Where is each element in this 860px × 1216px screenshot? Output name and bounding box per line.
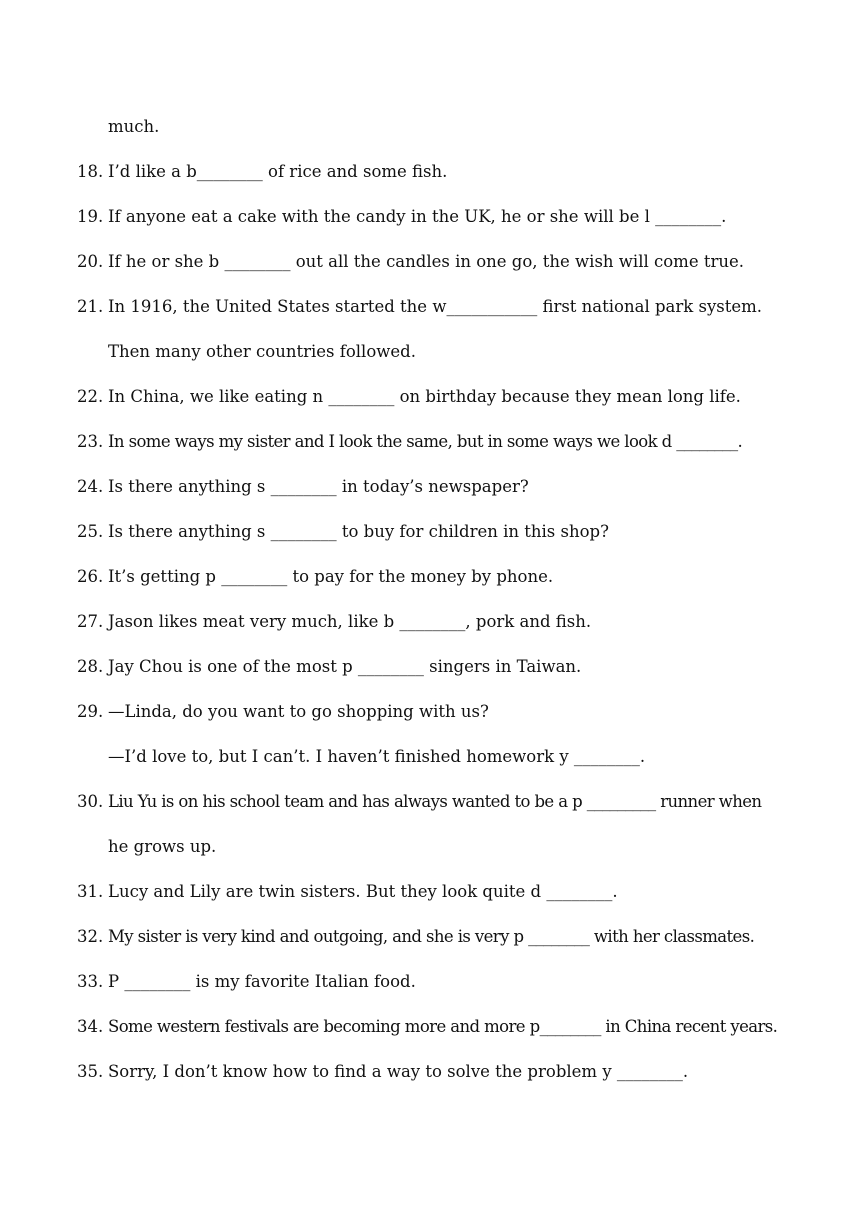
question-text: In 1916, the United States started the w___________ first national park system.: [108, 297, 763, 316]
question-line: [0, 788, 860, 833]
question-text: If anyone eat a cake with the candy in the UK, he or she will be l ________.: [108, 207, 727, 226]
question-text: Lucy and Lily are twin sisters. But they look quite d ________.: [108, 882, 618, 901]
question-line: [0, 878, 860, 923]
question-number: 26.: [77, 567, 104, 586]
question-number: 21.: [77, 297, 104, 316]
question-number: 29.: [77, 702, 104, 721]
question-line: [0, 473, 860, 518]
question-number: 27.: [77, 612, 104, 631]
question-text: In China, we like eating n ________ on birthday because they mean long life.: [108, 387, 741, 406]
question-text: P ________ is my favorite Italian food.: [108, 972, 416, 991]
question-text: Is there anything s ________ in today’s newspaper?: [108, 477, 529, 496]
question-text: If he or she b ________ out all the candles in one go, the wish will come true.: [108, 252, 744, 271]
question-text: much.: [108, 117, 160, 136]
question-continuation: [0, 833, 860, 878]
question-text: I’d like a b________ of rice and some fish.: [108, 162, 448, 181]
question-line: [0, 1013, 860, 1058]
question-text: In some ways my sister and I look the same, but in some ways we look d ________.: [108, 432, 743, 451]
question-number: 35.: [77, 1062, 104, 1081]
question-text: Sorry, I don’t know how to find a way to solve the problem y ________.: [108, 1062, 689, 1081]
question-text: Liu Yu is on his school team and has always wanted to be a p _________ runner when: [108, 792, 762, 811]
question-number: 32.: [77, 927, 104, 946]
question-number: 22.: [77, 387, 104, 406]
question-number: 25.: [77, 522, 104, 541]
question-number: 30.: [77, 792, 104, 811]
question-line: [0, 653, 860, 698]
question-line: [0, 563, 860, 608]
question-text: he grows up.: [108, 837, 217, 856]
question-line: [0, 428, 860, 473]
question-line: [0, 383, 860, 428]
question-text: My sister is very kind and outgoing, and she is very p ________ with her classmates.: [108, 927, 755, 946]
question-number: 34.: [77, 1017, 104, 1036]
question-line: [0, 203, 860, 248]
question-text: Jason likes meat very much, like b ________, pork and fish.: [108, 612, 592, 631]
question-number: 24.: [77, 477, 104, 496]
question-number: 19.: [77, 207, 104, 226]
question-text: It’s getting p ________ to pay for the money by phone.: [108, 567, 554, 586]
question-line: [0, 158, 860, 203]
question-continuation: [0, 338, 860, 383]
question-line: [0, 293, 860, 338]
question-text: Jay Chou is one of the most p ________ singers in Taiwan.: [108, 657, 582, 676]
question-line: [0, 698, 860, 743]
question-line: [0, 923, 860, 968]
question-line: [0, 968, 860, 1013]
question-continuation: [0, 743, 860, 788]
question-line: [0, 608, 860, 653]
question-number: 20.: [77, 252, 104, 271]
question-text: Is there anything s ________ to buy for children in this shop?: [108, 522, 609, 541]
question-line: [0, 1058, 860, 1103]
question-number: 31.: [77, 882, 104, 901]
question-number: 23.: [77, 432, 104, 451]
question-text: —Linda, do you want to go shopping with us?: [108, 702, 489, 721]
question-number: 18.: [77, 162, 104, 181]
question-text: —I’d love to, but I can’t. I haven’t finished homework y ________.: [108, 747, 646, 766]
question-text: Then many other countries followed.: [108, 342, 416, 361]
question-line: [0, 248, 860, 293]
question-number: 28.: [77, 657, 104, 676]
exercise-list: [0, 113, 860, 1103]
question-number: 33.: [77, 972, 104, 991]
question-text: Some western festivals are becoming more and more p________ in China recent years.: [108, 1017, 778, 1036]
question-line: [0, 518, 860, 563]
question-line: [0, 113, 860, 158]
